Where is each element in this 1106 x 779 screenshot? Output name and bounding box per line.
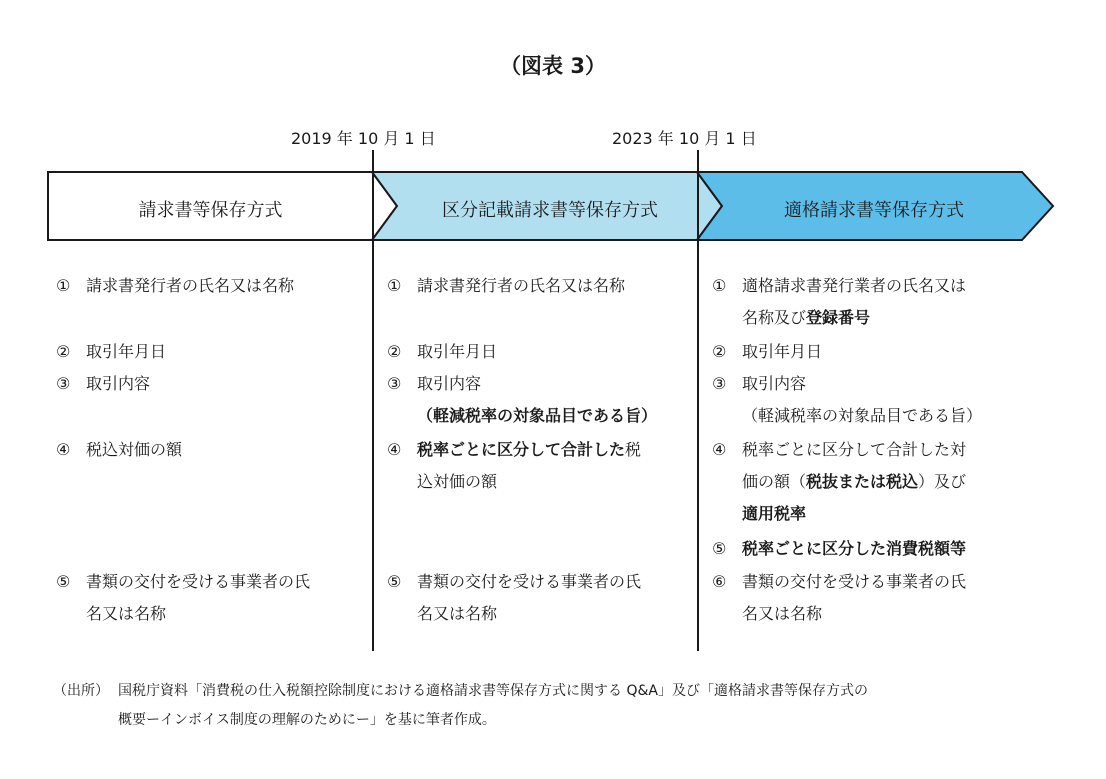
item-text: 請求書発行者の氏名又は名称 — [86, 276, 295, 295]
item-number: ④ — [712, 440, 727, 459]
item-number: ③ — [712, 374, 727, 393]
item-text: 取引内容 — [86, 374, 151, 393]
item-text-bold: 適用税率 — [742, 504, 807, 523]
col2-item-2 — [387, 336, 497, 368]
item-text: 税 — [625, 440, 642, 459]
col3-item-3 — [712, 368, 982, 432]
item-text-bold: 税抜または税込 — [806, 472, 919, 491]
figure-title: （図表 3） — [500, 54, 606, 78]
item-number: ① — [56, 276, 71, 295]
phase-2-label: 区分記載請求書等保存方式 — [442, 200, 658, 221]
col1-item-5 — [56, 566, 310, 630]
col3-item-4 — [712, 434, 966, 530]
item-text-bold: 税率ごとに区分した消費税額等 — [742, 539, 967, 558]
item-text-continued: 名又は名称 — [742, 604, 823, 623]
item-number: ③ — [387, 374, 402, 393]
item-number: ① — [387, 276, 402, 295]
item-text-continued: 込対価の額 — [417, 472, 498, 491]
item-number: ⑥ — [712, 572, 727, 591]
item-text: 税込対価の額 — [86, 440, 183, 459]
item-text: 取引年月日 — [417, 342, 498, 361]
item-number: ⑤ — [387, 572, 402, 591]
source-text-line-2: 概要ーインボイス制度の理解のためにー」を基に筆者作成。 — [118, 712, 496, 728]
item-text-continued: 名又は名称 — [86, 604, 167, 623]
col3-item-5 — [712, 533, 966, 565]
col3-item-1 — [712, 270, 966, 334]
item-text-bold: 登録番号 — [806, 308, 871, 327]
item-text-bold: （軽減税率の対象品目である旨） — [417, 406, 658, 425]
item-text: 請求書発行者の氏名又は名称 — [417, 276, 626, 295]
col3-item-2 — [712, 336, 822, 368]
item-text: 取引年月日 — [742, 342, 823, 361]
col1-item-2 — [56, 336, 166, 368]
item-text: 取引年月日 — [86, 342, 167, 361]
item-number: ③ — [56, 374, 71, 393]
item-number: ② — [56, 342, 71, 361]
col1-item-1 — [56, 270, 294, 302]
source-label: （出所） — [53, 683, 109, 699]
divider-2019 — [372, 150, 374, 651]
item-number: ② — [387, 342, 402, 361]
col2-item-4 — [387, 434, 641, 498]
item-text: 適格請求書発行業者の氏名又は — [742, 276, 967, 295]
item-text-bold: 税率ごとに区分して合計した — [417, 440, 626, 459]
item-number: ② — [712, 342, 727, 361]
col1-item-3 — [56, 368, 150, 400]
item-text: 書類の交付を受ける事業者の氏 — [742, 572, 967, 591]
item-text-continued: （軽減税率の対象品目である旨） — [742, 406, 983, 425]
item-number: ① — [712, 276, 727, 295]
item-text: 書類の交付を受ける事業者の氏 — [417, 572, 642, 591]
date-label-2023: 2023 年 10 月 1 日 — [612, 129, 757, 148]
col2-item-3 — [387, 368, 657, 432]
item-text: 税率ごとに区分して合計した対 — [742, 440, 967, 459]
item-number: ⑤ — [56, 572, 71, 591]
item-text-continued: 名又は名称 — [417, 604, 498, 623]
col3-item-6 — [712, 566, 966, 630]
source-text-line-1: 国税庁資料「消費税の仕入税額控除制度における適格請求書等保存方式に関する Q&A」及び「適格請求書等保存方式の — [118, 683, 868, 699]
phase-1-label: 請求書等保存方式 — [138, 200, 283, 221]
phase-3-label: 適格請求書等保存方式 — [784, 200, 964, 221]
item-text: 書類の交付を受ける事業者の氏 — [86, 572, 311, 591]
item-number: ④ — [56, 440, 71, 459]
item-number: ⑤ — [712, 539, 727, 558]
col1-item-4 — [56, 434, 182, 466]
item-text: 取引内容 — [417, 374, 482, 393]
item-text-continued: 価の額（ — [742, 472, 807, 491]
item-text-continued: ）及び — [918, 472, 967, 491]
item-text-continued: 名称及び — [742, 308, 807, 327]
item-number: ④ — [387, 440, 402, 459]
date-label-2019: 2019 年 10 月 1 日 — [291, 129, 436, 148]
col2-item-5 — [387, 566, 641, 630]
col2-item-1 — [387, 270, 625, 302]
divider-2023 — [697, 150, 699, 651]
item-text: 取引内容 — [742, 374, 807, 393]
